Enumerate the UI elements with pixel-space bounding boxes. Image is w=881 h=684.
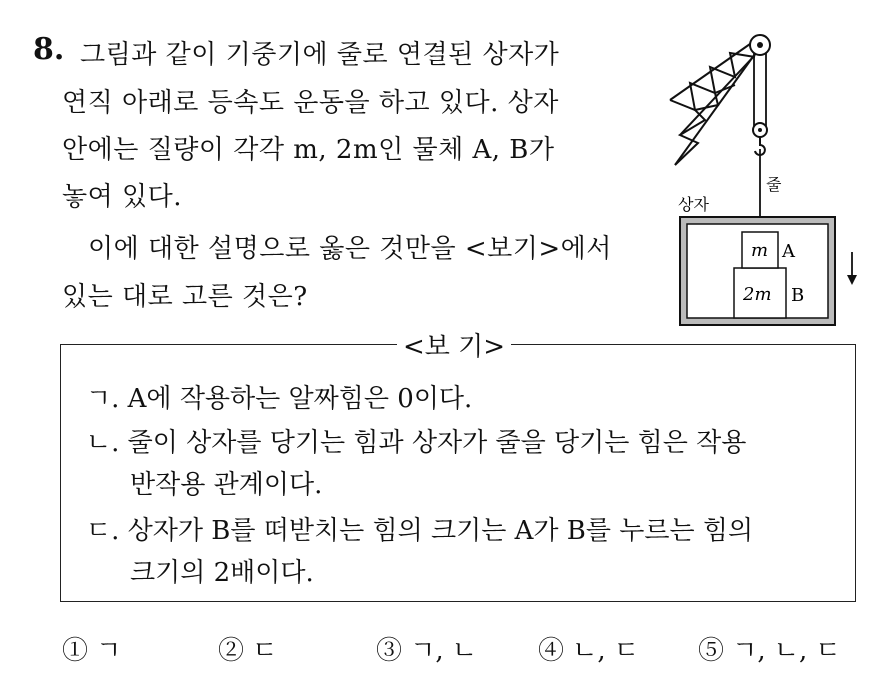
crane-figure: [660, 25, 865, 335]
question-line-2: 연직 아래로 등속도 운동을 하고 있다. 상자: [62, 88, 559, 118]
block-b-name: B: [791, 285, 805, 306]
block-b-mass: 2m: [743, 284, 772, 305]
box-label: 상자: [678, 195, 709, 214]
question-line-5: 이에 대한 설명으로 옳은 것만을 <보기>에서: [88, 234, 612, 264]
bogi-title: <보 기>: [397, 326, 511, 363]
bogi-marker: ㄷ.: [86, 516, 120, 546]
choice-3[interactable]: ③ ㄱ, ㄴ: [376, 636, 478, 666]
question-line-6: 있는 대로 고른 것은?: [62, 282, 308, 312]
choice-5[interactable]: ⑤ ㄱ, ㄴ, ㄷ: [698, 636, 841, 666]
rope-label: 줄: [766, 175, 782, 194]
choice-2[interactable]: ② ㄷ: [218, 636, 278, 666]
choice-1[interactable]: ① ㄱ: [62, 636, 122, 666]
bogi-item-2: [86, 422, 746, 459]
bogi-item-2-cont: 반작용 관계이다.: [130, 470, 323, 500]
bogi-item-3-cont: 크기의 2배이다.: [130, 558, 314, 588]
question-number: 8.: [33, 32, 65, 67]
question-line-3: 안에는 질량이 각각 m, 2m인 물체 A, B가: [62, 135, 555, 165]
block-a-mass: m: [751, 240, 769, 261]
bogi-text: 줄이 상자를 당기는 힘과 상자가 줄을 당기는 힘은 작용: [127, 428, 747, 458]
bogi-text: A에 작용하는 알짜힘은 0이다.: [127, 384, 473, 414]
block-a-name: A: [782, 241, 795, 262]
crane-boom: [670, 37, 760, 165]
choice-4[interactable]: ④ ㄴ, ㄷ: [538, 636, 640, 666]
bogi-item-1: [86, 378, 472, 415]
question-line-4: 놓여 있다.: [62, 182, 182, 212]
bogi-marker: ㄴ.: [86, 428, 120, 458]
question-line-1: 그림과 같이 기중기에 줄로 연결된 상자가: [80, 40, 560, 70]
bogi-marker: ㄱ.: [86, 384, 120, 414]
bogi-text: 상자가 B를 떠받치는 힘의 크기는 A가 B를 누르는 힘의: [127, 516, 754, 546]
bogi-item-3: [86, 510, 753, 547]
